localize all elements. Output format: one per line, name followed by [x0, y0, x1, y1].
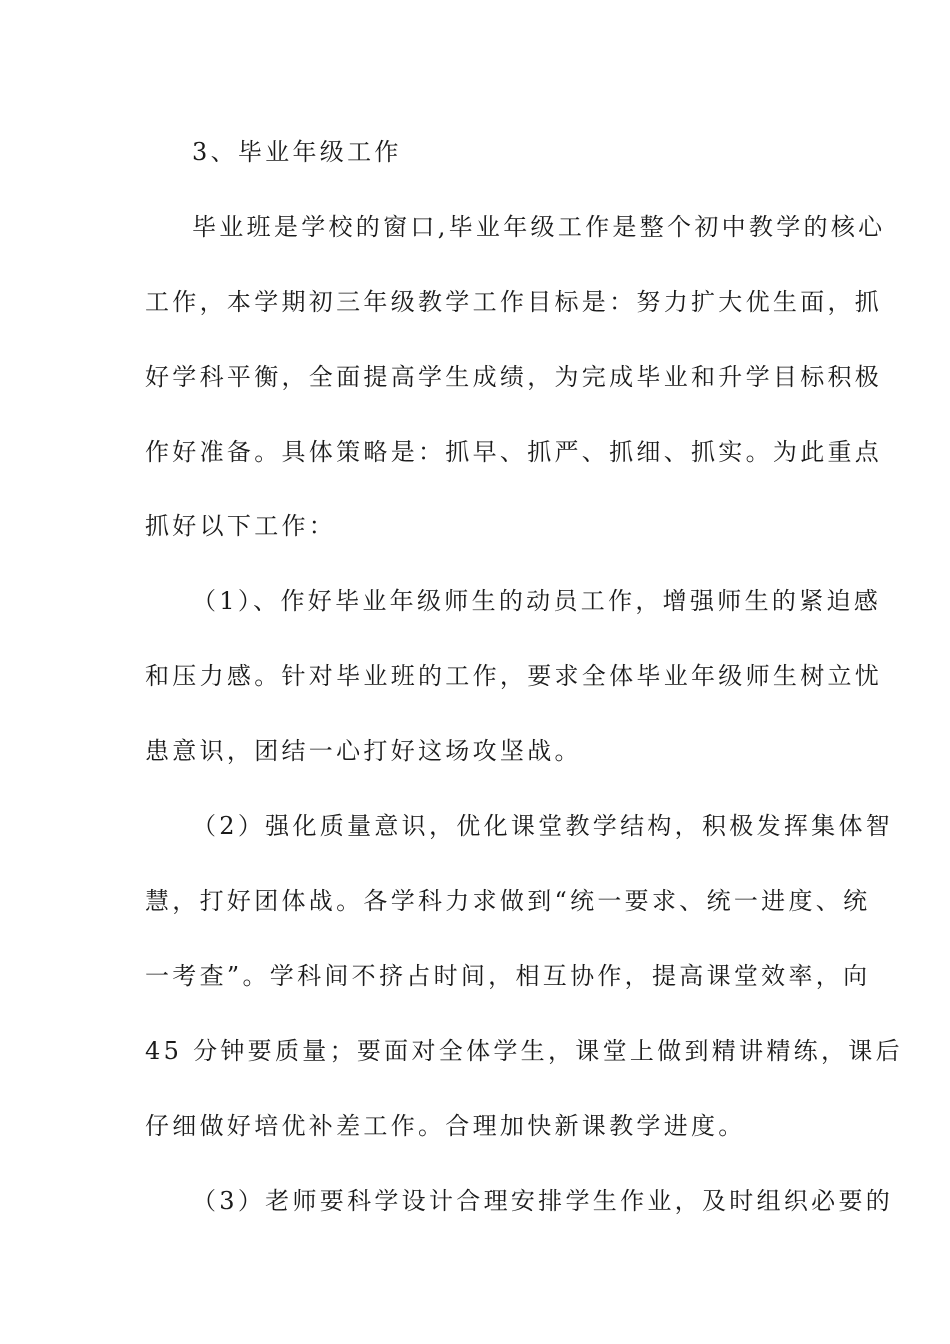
- paragraph-line: （1）、作好毕业年级师生的动员工作，增强师生的紧迫感: [192, 587, 882, 615]
- section-heading: 3、毕业年级工作: [192, 138, 402, 166]
- paragraph-line: 抓好以下工作：: [145, 512, 337, 540]
- paragraph-line: 一考查”。学科间不挤占时间，相互协作，提高课堂效率，向: [145, 962, 871, 990]
- paragraph-line: 好学科平衡，全面提高学生成绩，为完成毕业和升学目标积极: [145, 363, 883, 391]
- paragraph-line: 45 分钟要质量；要面对全体学生，课堂上做到精讲精练，课后: [145, 1037, 903, 1065]
- paragraph-line: （3）老师要科学设计合理安排学生作业，及时组织必要的: [192, 1187, 894, 1215]
- paragraph-line: 慧，打好团体战。各学科力求做到“统一要求、统一进度、统: [145, 887, 871, 915]
- paragraph-line: 仔细做好培优补差工作。合理加快新课教学进度。: [145, 1112, 746, 1140]
- paragraph-line: 作好准备。具体策略是：抓早、抓严、抓细、抓实。为此重点: [145, 438, 883, 466]
- paragraph-line: 患意识，团结一心打好这场攻坚战。: [145, 737, 582, 765]
- paragraph-line: 毕业班是学校的窗口,毕业年级工作是整个初中教学的核心: [192, 213, 886, 241]
- paragraph-line: 和压力感。针对毕业班的工作，要求全体毕业年级师生树立忧: [145, 662, 883, 690]
- paragraph-line: 工作，本学期初三年级教学工作目标是：努力扩大优生面，抓: [145, 288, 883, 316]
- paragraph-line: （2）强化质量意识，优化课堂教学结构，积极发挥集体智: [192, 812, 894, 840]
